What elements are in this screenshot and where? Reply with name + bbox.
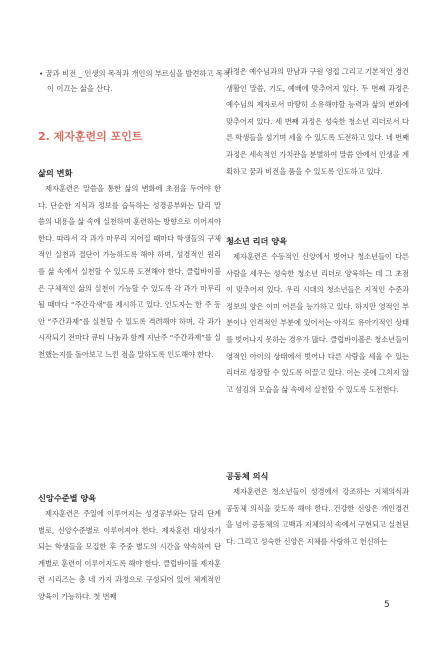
paragraph-continued: 과정은 예수님과의 만남과 구원 영접 그리고 기본적인 경건 생활인 말씀, 기도, 예배에 맞추어져 있다. 두 번째 과정은 예수님의 제자로서 마땅히 소유해야할 능력과 삶의 변화에 맞추어져 있다. 세 번째 과정은 성숙한 청소년 리더로서 다른 학생들을 섬기며 세울 수 있도록 도전하고 있다. 네 번째 과정은 세속적인 가치관을 분별하여 말씀 안에서 인생을 계획하고 꿈과 비전을 품을 수 있도록 인도하고 있다. (226, 67, 409, 176)
heading-faith-level: 신앙수준별 양육 (38, 493, 97, 503)
section-title: 2. 제자훈련의 포인트 (38, 130, 143, 143)
paragraph-community: 제자훈련은 청소년들이 성경에서 강조하는 지체의식과 공동체 의식을 갖도록 해야 한다. 건강한 신앙은 개인경건을 넘어 공동체의 고백과 지체의식 속에서 구현되고 실천된다. 그리고 성숙한 신앙은 지체를 사랑하고 헌신하는 (226, 487, 409, 546)
heading-youth-leader: 청소년 리더 양육 (226, 236, 288, 246)
paragraph-life-change: 제자훈련은 말씀을 통한 삶의 변화에 초점을 두어야 한다. 단순한 지식과 정보를 습득하는 성경공부와는 달리 말씀의 내용을 삶 속에 실천하며 훈련하는 방향으로 이어져야 한다. 따라서 각 과가 마무리 지어질 때마다 학생들의 구체적인 실천과 결단이 가능하도록 해야 하며, 성경적인 원리를 삶 속에서 실천할 수 있도록 도전해야 한다. 클럽바이블은 구체적인 삶의 실천이 가능할 수 있도록 각 과가 마무리 될 때마다 “주간각새”를 제시하고 있다. 인도자는 한 주 동안 “주간과제”를 실천할 수 있도록 격려해야 하며, 각 과가 시작되기 전마다 큐티 나눔과 함께 지난주 “주간과제”를 실천했는지를 돌아보고 느낀 점을 말하도록 인도해야 한다. (38, 184, 221, 359)
page-number: 5 (384, 600, 390, 610)
heading-life-change: 삶의 변화 (38, 168, 73, 178)
paragraph-youth-leader: 제자훈련은 수동적인 신앙에서 벗어나 청소년들이 다른 사람을 세우는 성숙한 청소년 리더로 양육하는 데 그 초점이 맞추어져 있다. 우리 시대의 청소년들은 지적인 수준과 정보의 양은 이미 어른을 능가하고 있다. 하지만 영적인 부분이나 인격적인 부분에 있어서는 아직도 유아기적인 상태를 벗어나지 못하는 경우가 많다. 클럽바이블은 청소년들이 영적인 아이의 상태에서 벗어나 다른 사람을 세울 수 있는 리더로 성장할 수 있도록 이끌고 있다. 이는 곳에 그치지 않고 섬김의 모습을 삶 속에서 실천할 수 있도록 도전한다. (226, 252, 409, 394)
heading-community: 공동체 의식 (226, 471, 269, 481)
bullet-item: • 꿈과 비전 _ 인생의 목적과 개인의 부르심을 발견하고 목적이 이끄는 삶을 산다. (39, 69, 230, 93)
paragraph-faith-level: 제자훈련은 주일에 이루어지는 성경공부와는 달리 단계별로, 신앙수준별로 이루어져야 한다. 제자훈련 대상자가 되는 학생들을 모집한 후 주중 별도의 시간을 약속하여 단계별로 훈련이 이루어지도록 해야 한다. 클럽바이블 제자훈련 시리즈는 총 네 가지 과정으로 구성되어 있어 체계적인 양육이 가능하다. 첫 번째 (38, 509, 221, 601)
